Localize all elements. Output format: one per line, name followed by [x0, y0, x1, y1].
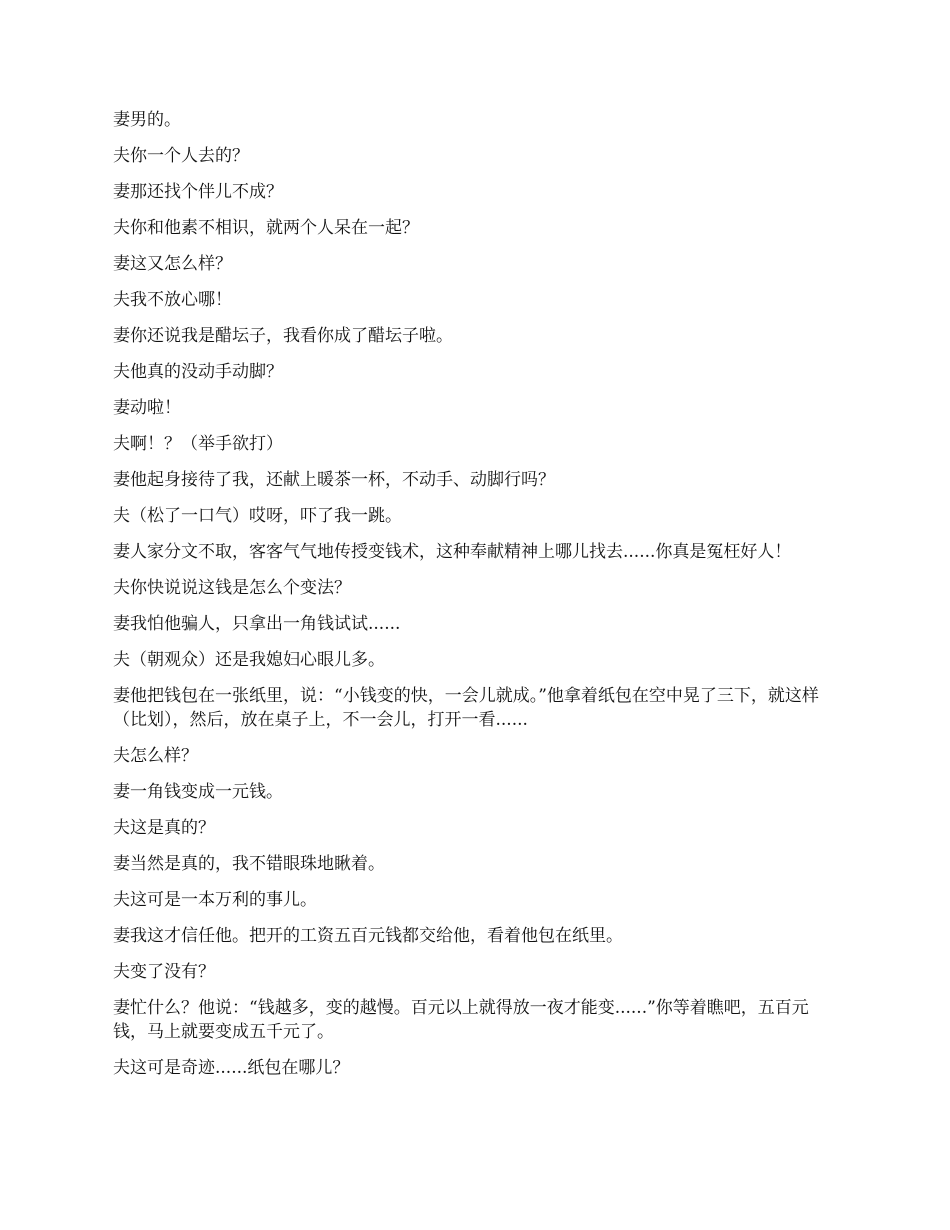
document-body: [113, 108, 833, 1092]
dialogue-line: 妻那还找个伴儿不成？: [113, 182, 283, 202]
dialogue-line: 妻这又怎么样？: [113, 254, 232, 274]
dialogue-line: 妻忙什么？他说：“钱越多，变的越慢。百元以上就得放一夜才能变......”你等着瞧吧，五百元钱，马上就要变成五千元了。: [113, 998, 809, 1042]
dialogue-line: 夫这是真的？: [113, 818, 215, 838]
dialogue-line: 妻一角钱变成一元钱。: [113, 782, 283, 802]
dialogue-line: 夫我不放心哪！: [113, 290, 232, 310]
dialogue-line: 夫（朝观众）还是我媳妇心眼儿多。: [113, 650, 385, 670]
dialogue-line: 夫你快说说这钱是怎么个变法？: [113, 578, 351, 598]
dialogue-line: 妻人家分文不取，客客气气地传授变钱术，这种奉献精神上哪儿找去......你真是冤枉好人！: [113, 542, 792, 562]
dialogue-line: 夫（松了一口气）哎呀，吓了我一跳。: [113, 506, 402, 526]
dialogue-line: 妻动啦！: [113, 398, 181, 418]
dialogue-line: 夫这可是一本万利的事儿。: [113, 890, 317, 910]
dialogue-line: 妻我怕他骗人，只拿出一角钱试试......: [113, 614, 401, 634]
dialogue-line: 夫变了没有？: [113, 962, 215, 982]
dialogue-line: 夫啊！？（举手欲打）: [113, 434, 283, 454]
dialogue-line: 妻他把钱包在一张纸里，说：“小钱变的快，一会儿就成。”他拿着纸包在空中晃了三下，就这样（比划），然后，放在桌子上，不一会儿，打开一看......: [113, 686, 819, 730]
dialogue-line: 夫你一个人去的？: [113, 146, 249, 166]
dialogue-line: 夫这可是奇迹......纸包在哪儿？: [113, 1058, 350, 1078]
dialogue-line: 妻他起身接待了我，还献上暖茶一杯，不动手、动脚行吗？: [113, 470, 555, 490]
dialogue-line: 妻你还说我是醋坛子，我看你成了醋坛子啦。: [113, 326, 453, 346]
dialogue-line: 夫你和他素不相识，就两个人呆在一起？: [113, 218, 419, 238]
dialogue-line: 妻我这才信任他。把开的工资五百元钱都交给他，看着他包在纸里。: [113, 926, 623, 946]
dialogue-line: 夫他真的没动手动脚？: [113, 362, 283, 382]
dialogue-line: 夫怎么样？: [113, 746, 198, 766]
dialogue-line: 妻男的。: [113, 110, 181, 130]
dialogue-line: 妻当然是真的，我不错眼珠地瞅着。: [113, 854, 385, 874]
